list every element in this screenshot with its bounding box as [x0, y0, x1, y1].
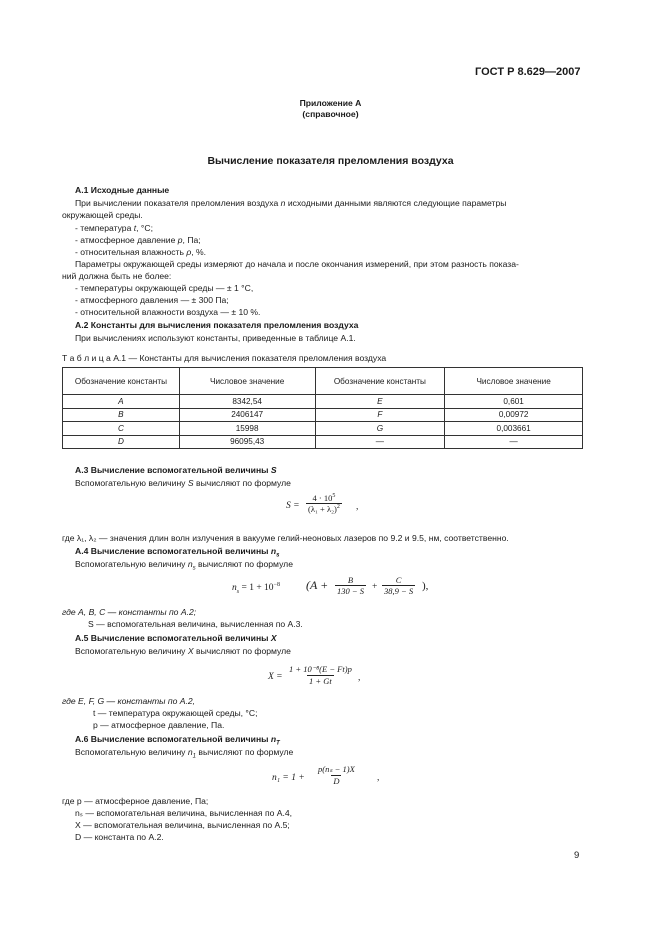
table-header-row — [63, 368, 583, 395]
section-a2-heading: А.2 Константы для вычисления показателя преломления воздуха — [75, 320, 359, 330]
table-cell: 96095,43 — [179, 435, 315, 449]
table-cell: A — [63, 395, 180, 409]
fraction-numerator: C — [395, 575, 402, 585]
text: Вспомогательную величину — [75, 747, 186, 757]
fraction-numerator: p(nₛ − 1)X — [318, 764, 355, 774]
text: - относительная влажность — [75, 247, 184, 257]
text: вычисляют по формуле — [196, 646, 291, 656]
text: Вспомогательную величину — [75, 559, 186, 569]
text: вычисляют по формуле — [198, 559, 293, 569]
table-cell: 2406147 — [179, 408, 315, 422]
section-a5-heading — [75, 633, 277, 644]
table-row — [63, 408, 583, 422]
fraction-denominator — [306, 503, 342, 514]
text: А.5 Вычисление вспомогательной величины — [75, 633, 269, 643]
section-a5-where1: где E, F, G — константы по А.2, — [62, 696, 196, 706]
section-a2-para: При вычислениях используют константы, приведенные в таблице А.1. — [75, 333, 356, 343]
var: t — [133, 223, 137, 233]
section-a5-para — [75, 646, 291, 657]
var: ρ — [186, 247, 192, 257]
subscript: 1 — [192, 753, 196, 760]
formula-fraction-c — [382, 575, 415, 596]
var: S — [270, 465, 277, 475]
list-item: - атмосферного давления — ± 300 Па; — [75, 295, 229, 305]
page-number: 9 — [574, 850, 580, 861]
table-cell: — — [315, 435, 445, 449]
section-a1-para2-cont: ний должна быть не более: — [62, 271, 172, 281]
exponent: 2 — [336, 504, 340, 511]
table-cell: — — [445, 435, 583, 449]
table-row — [63, 395, 583, 409]
constants-table — [62, 367, 583, 449]
table-cell: D — [63, 435, 180, 449]
table-cell: C — [63, 422, 180, 436]
formula-ns — [232, 582, 280, 595]
list-item — [75, 235, 201, 246]
text: , Па; — [182, 235, 201, 245]
table-header: Числовое значение — [179, 368, 315, 395]
table-cell: 0,00972 — [445, 408, 583, 422]
section-a5-where3: p — атмосферное давление, Па. — [93, 720, 225, 730]
section-a6-where1: где p — атмосферное давление, Па; — [62, 796, 209, 806]
text: вычисляют по формуле — [198, 747, 294, 757]
var: X — [270, 633, 277, 643]
text: 4 · 10 — [312, 493, 333, 503]
fraction-denominator: 38,9 − S — [384, 586, 414, 596]
list-item: - температуры окружающей среды — ± 1 °С, — [75, 283, 254, 293]
text: А.4 Вычисление вспомогательной величины — [75, 546, 269, 556]
table-caption — [62, 353, 386, 364]
formula-s-fraction — [306, 493, 342, 514]
subscript: T — [276, 740, 280, 747]
formula-lhs: X = — [268, 672, 283, 682]
exponent: −8 — [273, 582, 280, 588]
formula-lhs: S = — [286, 501, 300, 511]
var: X — [187, 646, 194, 656]
var: n — [270, 734, 277, 744]
list-item — [75, 223, 153, 234]
text: , %. — [191, 247, 207, 257]
table-cell: 0,003661 — [445, 422, 583, 436]
list-item: - относительной влажности воздуха — ± 10 %. — [75, 307, 261, 317]
table-cell: F — [315, 408, 445, 422]
caption-prefix: Т а б л и ц а — [62, 353, 111, 363]
table-cell: 0,601 — [445, 395, 583, 409]
var: p — [177, 235, 183, 245]
text: вычисляют по формуле — [196, 478, 291, 488]
fraction-denominator: 130 − S — [337, 586, 364, 596]
section-a1-para1 — [75, 198, 506, 209]
section-a3-heading — [75, 465, 277, 476]
appendix-title: Приложение А — [299, 98, 362, 108]
var: n — [232, 583, 237, 594]
section-a4-para — [75, 559, 293, 575]
section-a1-para2: Параметры окружающей среды измеряют до начала и после окончания измерений, при этом разность показа- — [75, 259, 519, 269]
formula-end: , — [356, 502, 359, 512]
subscript: s — [192, 565, 196, 572]
fraction-numerator: 1 + 10⁻⁸(E − Ft)p — [289, 664, 352, 674]
section-a3-para — [75, 478, 291, 489]
caption-text: А.1 — Константы для вычисления показателя преломления воздуха — [113, 353, 387, 363]
table-cell: E — [315, 395, 445, 409]
fraction-numerator — [311, 493, 338, 503]
section-a1-heading: А.1 Исходные данные — [75, 185, 170, 195]
formula-x-fraction — [287, 664, 354, 686]
text: исходными данными являются следующие параметры — [287, 198, 507, 208]
table-cell: 15998 — [179, 422, 315, 436]
var: n — [280, 198, 286, 208]
fraction-denominator: 1 + Gt — [309, 676, 332, 686]
standard-number: ГОСТ Р 8.629—2007 — [475, 66, 581, 78]
fraction-denominator: D — [333, 776, 340, 786]
main-title: Вычисление показателя преломления воздуха — [207, 155, 454, 167]
text: - атмосферное давление — [75, 235, 176, 245]
var: n — [187, 559, 193, 569]
table-header: Обозначение константы — [63, 368, 180, 395]
formula-n1-fraction — [316, 764, 357, 786]
text: (λ₁ + λ₂) — [308, 504, 337, 514]
subscript: s — [276, 552, 280, 559]
text: Вспомогательную величину — [75, 478, 186, 488]
section-a6-where4: D — константа по А.2. — [75, 832, 164, 842]
var: S — [187, 478, 194, 488]
text: = 1 + 10 — [241, 583, 274, 594]
section-a3-where: где λ₁, λ₂ — значения длин волн излучения в вакууме гелий-неоновых лазеров по 9.2 и 9.5, нм, соответственно. — [62, 533, 509, 543]
formula-close: ), — [422, 580, 429, 592]
var: n — [187, 747, 193, 757]
table-header: Обозначение константы — [315, 368, 445, 395]
text: При вычислении показателя преломления воздуха — [75, 198, 279, 208]
section-a1-para1-cont: окружающей среды. — [62, 210, 143, 220]
text: , °С; — [136, 223, 153, 233]
table-row — [63, 422, 583, 436]
table-cell: B — [63, 408, 180, 422]
subscript: s — [236, 589, 240, 596]
fraction-numerator: B — [347, 575, 354, 585]
text: А.6 Вычисление вспомогательной величины — [75, 734, 269, 744]
formula-lhs: n₁ = 1 + — [272, 773, 305, 783]
formula-fraction-b — [335, 575, 366, 596]
formula-plus: + — [372, 582, 378, 592]
table-header: Числовое значение — [445, 368, 583, 395]
section-a4-where2: S — вспомогательная величина, вычисленная по А.3. — [88, 619, 303, 629]
section-a4-where1: где A, B, C — константы по А.2; — [62, 607, 197, 617]
var: n — [270, 546, 277, 556]
table-cell: G — [315, 422, 445, 436]
section-a5-where2: t — температура окружающей среды, °С; — [93, 708, 258, 718]
formula-open: (A + — [306, 578, 329, 592]
table-cell: 8342,54 — [179, 395, 315, 409]
section-a6-where3: X — вспомогательная величина, вычисленная по А.5; — [75, 820, 290, 830]
section-a6-para — [75, 747, 293, 763]
text: Вспомогательную величину — [75, 646, 186, 656]
formula-end: , — [377, 773, 380, 783]
formula-end: , — [358, 673, 361, 683]
text: А.3 Вычисление вспомогательной величины — [75, 465, 269, 475]
list-item — [75, 247, 206, 258]
text: - температура — [75, 223, 132, 233]
table-row — [63, 435, 583, 449]
appendix-subtitle: (справочное) — [302, 109, 359, 119]
exponent: 5 — [332, 493, 336, 500]
section-a6-where2: nₛ — вспомогательная величина, вычисленная по А.4, — [75, 808, 293, 818]
